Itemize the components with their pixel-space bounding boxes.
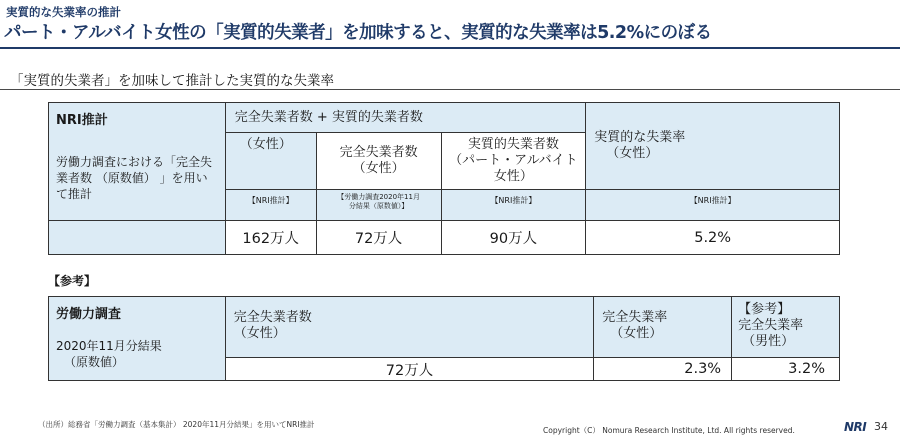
tag-total: 【NRI推計】 bbox=[247, 196, 294, 205]
reference-label: 【参考】 bbox=[48, 274, 97, 288]
ref-col-male-line1: 【参考】 bbox=[738, 302, 791, 317]
ref-col-male-line3: （男性） bbox=[742, 334, 795, 349]
col-total-sub bbox=[225, 133, 316, 190]
ref-description bbox=[56, 338, 219, 370]
ref-col-rate-line1: 完全失業率 bbox=[602, 310, 668, 325]
ref-label: 労働力調査 bbox=[56, 307, 122, 322]
tag-substantial-cell bbox=[441, 190, 586, 221]
col-substantial-header bbox=[441, 133, 586, 190]
nri-label-cell bbox=[49, 103, 226, 221]
col-total-sub-text: （女性） bbox=[239, 137, 292, 152]
copyright: Copyright（C） Nomura Research Institute, Ltd. All rights reserved. bbox=[543, 426, 795, 435]
ref-description-line2: （原数値） bbox=[64, 355, 125, 369]
value-total: 162万人 bbox=[225, 221, 316, 255]
tag-rate: 【NRI推計】 bbox=[689, 196, 736, 205]
ref-col-rate-line2: （女性） bbox=[610, 326, 663, 341]
nri-estimate-table bbox=[48, 102, 840, 255]
tag-unemployed-line2: 分結果（原数値）】 bbox=[348, 202, 409, 210]
reference-table bbox=[48, 296, 840, 381]
col-rate-header bbox=[586, 103, 840, 190]
ref-col-male-line2: 完全失業率 bbox=[738, 318, 804, 333]
page-title: パート・アルバイト女性の「実質的失業者」を加味すると、実質的な失業率は5.2%にのぼる bbox=[4, 23, 712, 43]
col-substantial-line2: （パート・アルバイト bbox=[449, 153, 578, 168]
ref-value-unemployed: 72万人 bbox=[225, 358, 593, 381]
title-rule bbox=[0, 47, 900, 49]
value-unemployed: 72万人 bbox=[316, 221, 441, 255]
tag-substantial: 【NRI推計】 bbox=[490, 196, 537, 205]
tag-unemployed-line1: 【労働力調査2020年11月 bbox=[337, 193, 420, 201]
ref-col-rate bbox=[594, 297, 732, 358]
value-rate: 5.2% bbox=[586, 221, 840, 255]
col-group-header-text: 完全失業者数 + 実質的失業者数 bbox=[234, 109, 423, 125]
col-group-header bbox=[225, 103, 586, 133]
ref-description-line1: 2020年11月分結果 bbox=[56, 339, 162, 353]
tag-total-cell bbox=[225, 190, 316, 221]
ref-value-rate-male: 3.2% bbox=[732, 358, 840, 381]
ref-col-unemployed bbox=[225, 297, 593, 358]
value-substantial: 90万人 bbox=[441, 221, 586, 255]
nri-label-tail bbox=[49, 221, 226, 255]
ref-col-unemployed-line2: （女性） bbox=[233, 326, 286, 341]
nri-logo: NRI bbox=[844, 420, 867, 434]
ref-col-male bbox=[732, 297, 840, 358]
col-unemployed-line1: 完全失業者数 bbox=[339, 145, 418, 160]
ref-col-unemployed-line1: 完全失業者数 bbox=[233, 310, 312, 325]
tag-unemployed-cell bbox=[316, 190, 441, 221]
col-substantial-line1: 実質的失業者数 bbox=[467, 137, 559, 152]
col-substantial-line3: 女性） bbox=[493, 169, 533, 184]
ref-value-rate-female: 2.3% bbox=[594, 358, 732, 381]
page-number: 34 bbox=[874, 420, 888, 433]
section-kicker: 実質的な失業率の推計 bbox=[6, 5, 121, 19]
nri-description: 労働力調査における「完全失業者数 （原数値） 」を用いて推計 bbox=[56, 155, 213, 201]
col-rate-line1: 実質的な失業率 bbox=[594, 130, 686, 145]
nri-label: NRI推計 bbox=[56, 113, 108, 128]
subtitle-rule bbox=[0, 89, 900, 90]
tag-rate-cell bbox=[586, 190, 840, 221]
ref-label-cell bbox=[49, 297, 226, 381]
chart-subtitle: 「実質的失業者」を加味して推計した実質的な失業率 bbox=[10, 73, 334, 89]
col-unemployed-header bbox=[316, 133, 441, 190]
col-rate-line2: （女性） bbox=[606, 146, 659, 161]
source-note: （出所）総務省「労働力調査（基本集計） 2020年11月分結果」を用いてNRI推計 bbox=[38, 420, 315, 429]
col-unemployed-line2: （女性） bbox=[352, 161, 405, 176]
